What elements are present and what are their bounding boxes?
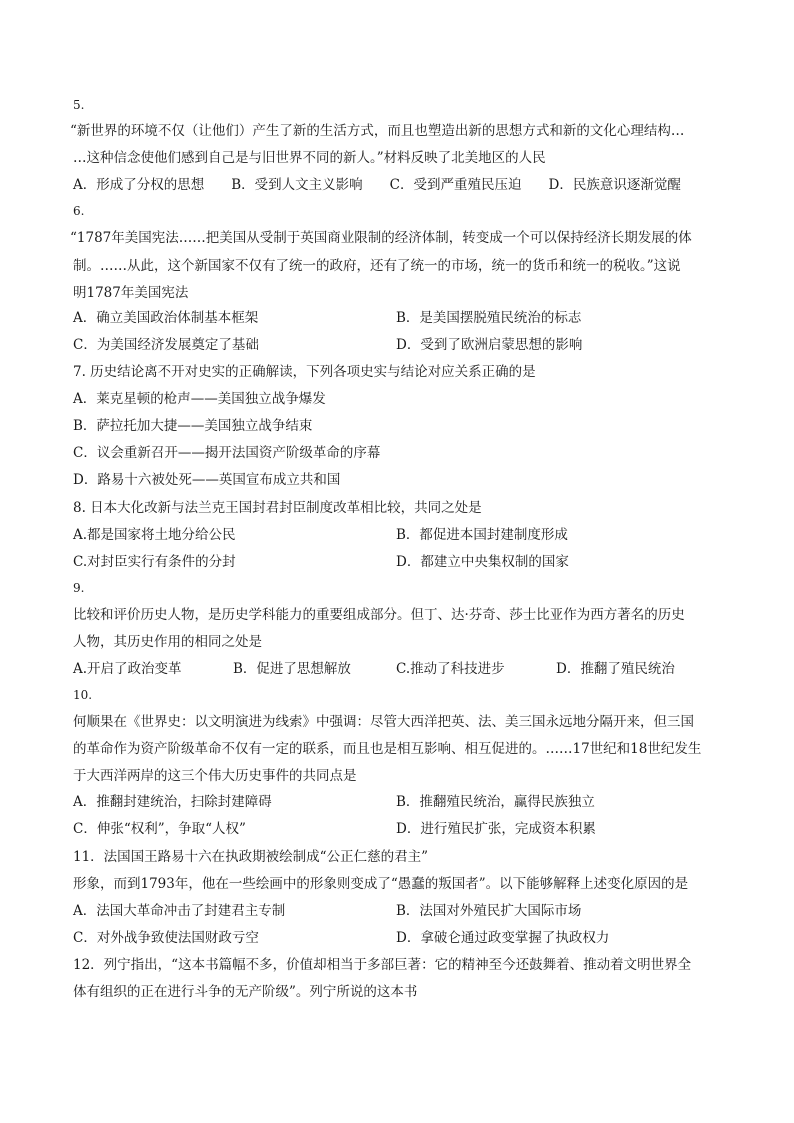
q7-stem: 7. 历史结论离不开对史实的正确解读，下列各项史实与结论对应关系正确的是 xyxy=(73,364,536,380)
q11-option-b: B．法国对外殖民扩大国际市场 xyxy=(396,903,582,919)
q8-option-a: A.都是国家将土地分给公民 xyxy=(73,527,236,543)
q9-option-d: D．推翻了殖民统治 xyxy=(556,661,675,677)
q5-stem-line2: …这种信念使他们感到自己是与旧世界不同的新人。”材料反映了北美地区的人民 xyxy=(73,150,546,166)
q8-stem: 8. 日本大化改新与法兰克王国封君封臣制度改革相比较，共同之处是 xyxy=(73,500,482,516)
q9-option-c: C.推动了科技进步 xyxy=(396,661,505,677)
q10-option-c: C．伸张“权利”，争取“人权” xyxy=(73,821,246,837)
q6-number: 6. xyxy=(73,204,85,218)
q9-number: 9. xyxy=(73,581,85,595)
q9-stem-line1: 比较和评价历史人物，是历史学科能力的重要组成部分。但丁、达·芬奇、莎士比亚作为西方著名的历史 xyxy=(73,607,685,623)
q9-option-b: B．促进了思想解放 xyxy=(233,661,351,677)
q12-stem-line1: 12．列宁指出，“这本书篇幅不多，价值却相当于多部巨著：它的精神至今还鼓舞着、推动着文明世界全 xyxy=(73,957,692,973)
q10-option-d: D．进行殖民扩张，完成资本积累 xyxy=(396,821,596,837)
q10-stem-line3: 于大西洋两岸的这三个伟大历史事件的共同点是 xyxy=(73,768,357,784)
q5-options: A．形成了分权的思想 B．受到人文主义影响 C．受到严重殖民压迫 D．民族意识逐渐觉醒 xyxy=(73,177,681,193)
q7-option-c: C．议会重新召开——揭开法国资产阶级革命的序幕 xyxy=(73,445,381,461)
q11-stem-line2: 形象，而到1793年，他在一些绘画中的形象则变成了“愚蠢的叛国者”。以下能够解释上述变化原因的是 xyxy=(73,876,689,892)
q11-option-a: A．法国大革命冲击了封建君主专制 xyxy=(73,903,286,919)
q7-option-a: A．莱克星顿的枪声——美国独立战争爆发 xyxy=(73,391,326,407)
q9-option-a: A.开启了政治变革 xyxy=(73,661,182,677)
q8-option-c: C.对封臣实行有条件的分封 xyxy=(73,554,236,570)
q5-stem-line1: “新世界的环境不仅（让他们）产生了新的生活方式，而且也塑造出新的思想方式和新的文化心理结构… xyxy=(70,123,685,139)
q10-stem-line1: 何顺果在《世界史：以文明演进为线索》中强调：尽管大西洋把英、法、美三国永远地分隔开来，但三国 xyxy=(73,714,694,730)
q12-stem-line2: 体有组织的正在进行斗争的无产阶级”。列宁所说的这本书 xyxy=(73,984,418,1000)
q7-option-b: B．萨拉托加大捷——美国独立战争结束 xyxy=(73,418,313,434)
q10-option-b: B．推翻殖民统治，赢得民族独立 xyxy=(396,794,595,810)
q11-option-c: C．对外战争致使法国财政亏空 xyxy=(73,930,259,946)
q8-option-b: B．都促进本国封建制度形成 xyxy=(396,527,568,543)
q10-option-a: A．推翻封建统治，扫除封建障碍 xyxy=(73,794,272,810)
q6-stem-line1: “1787年美国宪法……把美国从受制于英国商业限制的经济体制，转变成一个可以保持经济长期发展的体 xyxy=(70,230,692,246)
q6-option-a: A．确立美国政治体制基本框架 xyxy=(73,310,259,326)
q6-option-c: C．为美国经济发展奠定了基础 xyxy=(73,337,259,353)
q11-stem-line1: 11．法国国王路易十六在执政期被绘制成“公正仁慈的君主” xyxy=(73,849,428,865)
q6-stem-line3: 明1787年美国宪法 xyxy=(73,285,189,301)
q5-number: 5. xyxy=(73,98,85,112)
q8-option-d: D．都建立中央集权制的国家 xyxy=(396,554,569,570)
q9-stem-line2: 人物，其历史作用的相同之处是 xyxy=(73,634,262,650)
q11-option-d: D．拿破仑通过政变掌握了执政权力 xyxy=(396,930,610,946)
q6-option-b: B．是美国摆脱殖民统治的标志 xyxy=(396,310,582,326)
q7-option-d: D．路易十六被处死——英国宣布成立共和国 xyxy=(73,472,341,488)
q10-stem-line2: 的革命作为资产阶级革命不仅有一定的联系，而且也是相互影响、相互促进的。……17世纪和18世纪发生 xyxy=(73,741,702,757)
q6-option-d: D．受到了欧洲启蒙思想的影响 xyxy=(396,337,583,353)
q10-number: 10. xyxy=(73,688,93,702)
q6-stem-line2: 制。……从此，这个新国家不仅有了统一的政府，还有了统一的市场，统一的货币和统一的税收。”这说 xyxy=(73,258,681,274)
